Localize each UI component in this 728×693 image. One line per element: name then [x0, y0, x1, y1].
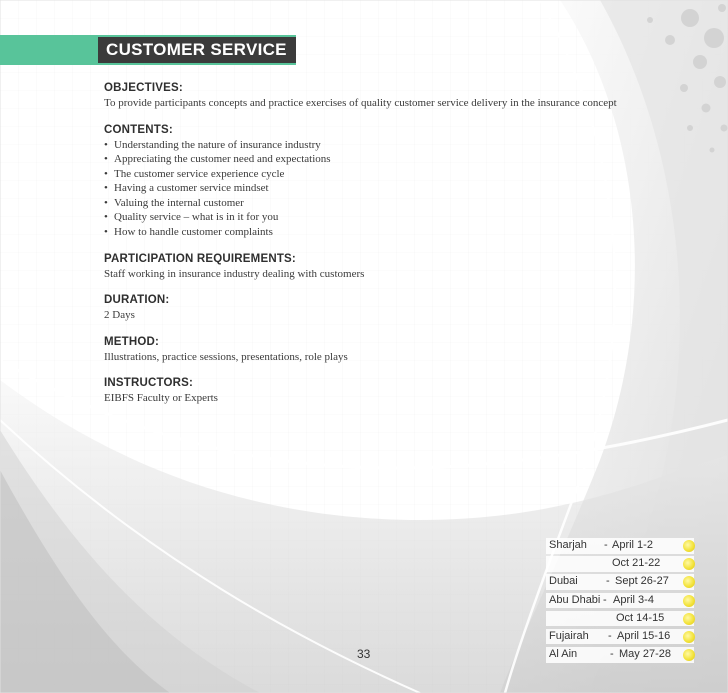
schedule-row: [546, 646, 706, 664]
yellow-dot-icon: [683, 595, 695, 607]
objectives-heading: OBJECTIVES:: [104, 82, 183, 94]
objectives-text: To provide participants concepts and practice exercises of quality customer service delivery in the insurance concept: [104, 97, 617, 109]
yellow-dot-icon: [683, 540, 695, 552]
list-item: • Having a customer service mindset: [104, 181, 624, 196]
title-accent-strip: [0, 35, 100, 65]
schedule-row: [546, 555, 706, 573]
list-item: • The customer service experience cycle: [104, 167, 624, 182]
instructors-section: [104, 376, 624, 406]
method-section: [104, 335, 624, 365]
contents-section: [104, 123, 624, 240]
course-content: [104, 81, 624, 418]
schedule-date: Oct 21-22: [612, 557, 661, 570]
schedule-row: [546, 537, 706, 555]
schedule-city: Dubai: [549, 575, 578, 588]
schedule-dash: -: [610, 648, 614, 661]
page-number: 33: [357, 647, 371, 661]
list-item: • Appreciating the customer need and expectations: [104, 152, 624, 167]
schedule-dash: -: [604, 539, 608, 551]
contents-heading: CONTENTS:: [104, 123, 173, 136]
schedule-table: [546, 537, 706, 664]
duration-text: 2 Days: [104, 309, 135, 322]
schedule-city: Fujairah: [549, 629, 589, 642]
schedule-row: [546, 628, 706, 646]
page-title: CUSTOMER SERVICE: [106, 40, 287, 59]
schedule-date: April 1-2: [612, 539, 653, 551]
list-item: • Quality service – what is in it for you: [104, 210, 624, 225]
schedule-date: Oct 14-15: [616, 611, 665, 624]
schedule-dash: -: [608, 629, 612, 642]
schedule-row: [546, 573, 706, 591]
method-heading: METHOD:: [104, 335, 160, 348]
duration-heading: DURATION:: [104, 294, 170, 307]
instructors-text: EIBFS Faculty or Experts: [104, 392, 218, 405]
schedule-date: May 27-28: [619, 648, 671, 661]
title-banner: [98, 35, 296, 65]
participation-text: Staff working in insurance industry dealing with customers: [104, 267, 365, 280]
schedule-dash: -: [606, 575, 610, 588]
participation-section: [104, 252, 624, 282]
instructors-heading: INSTRUCTORS:: [104, 377, 194, 390]
schedule-date: April 15-16: [617, 629, 671, 642]
yellow-dot-icon: [683, 631, 695, 643]
schedule-city: Al Ain: [549, 648, 578, 661]
schedule-row: [546, 610, 706, 628]
participation-heading: PARTICIPATION REQUIREMENTS:: [104, 252, 296, 265]
objectives-section: [104, 81, 624, 111]
schedule-city: Abu Dhabi: [549, 593, 601, 606]
schedule-date: April 3-4: [613, 593, 654, 606]
list-item: • How to handle customer complaints: [104, 225, 624, 240]
schedule-city: Sharjah: [549, 539, 587, 551]
yellow-dot-icon: [683, 613, 695, 625]
duration-section: [104, 293, 624, 323]
list-item: • Valuing the internal customer: [104, 196, 624, 211]
list-item: • Understanding the nature of insurance industry: [104, 138, 624, 153]
schedule-row: [546, 592, 706, 610]
method-text: Illustrations, practice sessions, presentations, role plays: [104, 350, 348, 363]
schedule-dash: -: [603, 593, 607, 606]
schedule-date: Sept 26-27: [615, 575, 669, 588]
contents-list: [104, 138, 624, 240]
